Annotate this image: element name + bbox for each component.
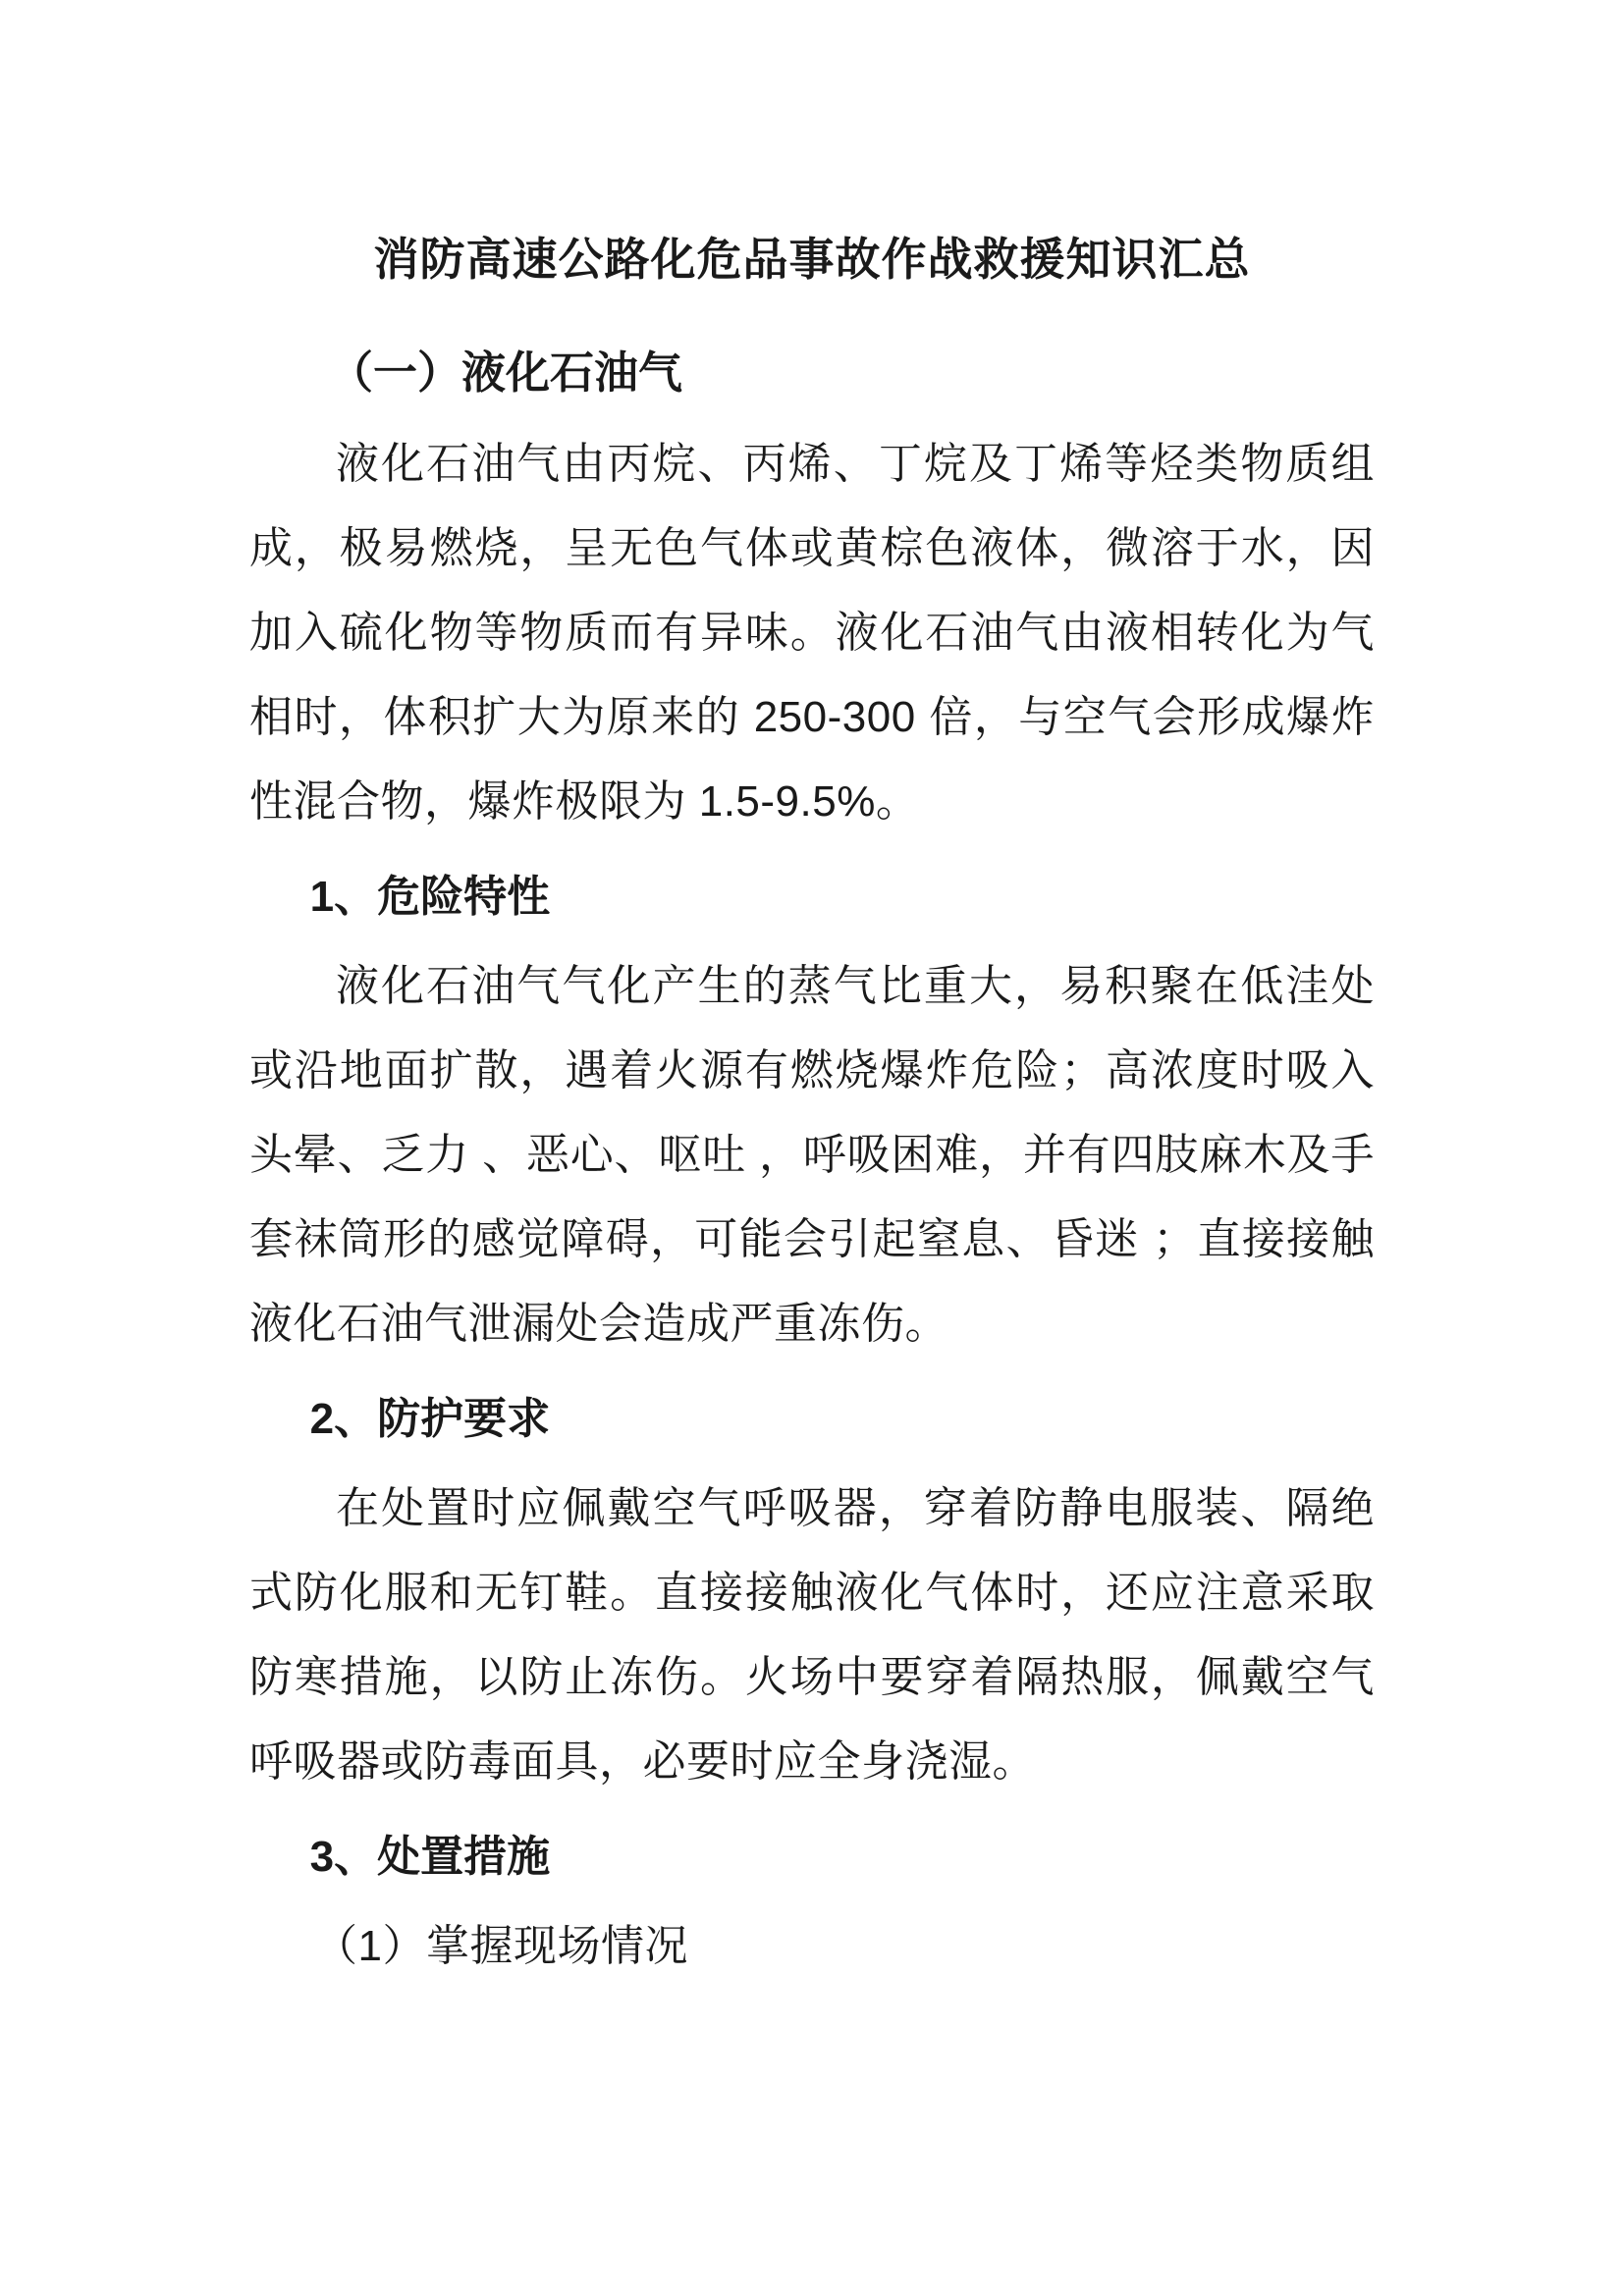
list-item-grasp-scene-situation: （1）掌握现场情况 (314, 1922, 688, 1970)
paragraph-protection-requirements: 在处置时应佩戴空气呼吸器，穿着防静电服装、隔绝式防化服和无钉鞋。直接接触液化气体时，还应注意采取防寒措施，以防止冻伤。火场中要穿着隔热服，佩戴空气呼吸器或防毒面具，必要时应全身浇湿。 (249, 1484, 1375, 1786)
subsection-heading-disposal-measures: 3、处置措施 (309, 1833, 551, 1881)
paragraph-hazard-characteristics: 液化石油气气化产生的蒸气比重大，易积聚在低洼处或沿地面扩散，遇着火源有燃烧爆炸危险；高浓度时吸入头晕、乏力 、恶心、呕吐 ，呼吸困难，并有四肢麻木及手套袜筒形的感觉障碍，可能会引起窒息、昏迷 ；直接接触液化石油气泄漏处会造成严重冻伤。 (249, 962, 1375, 1348)
subsection-heading-hazard-characteristics: 1、危险特性 (309, 873, 551, 921)
section-heading-lpg: （一）液化石油气 (329, 347, 683, 398)
document-title: 消防高速公路化危品事故作战救援知识汇总 (373, 234, 1251, 285)
paragraph-lpg-intro: 液化石油气由丙烷、丙烯、丁烷及丁烯等烃类物质组成，极易燃烧，呈无色气体或黄棕色液体，微溶于水，因加入硫化物等物质而有异味。液化石油气由液相转化为气相时，体积扩大为原来的 250-300 倍，与空气会形成爆炸性混合物，爆炸极限为 1.5-9.5%。 (249, 440, 1375, 826)
subsection-heading-protection-requirements: 2、防护要求 (309, 1395, 551, 1443)
